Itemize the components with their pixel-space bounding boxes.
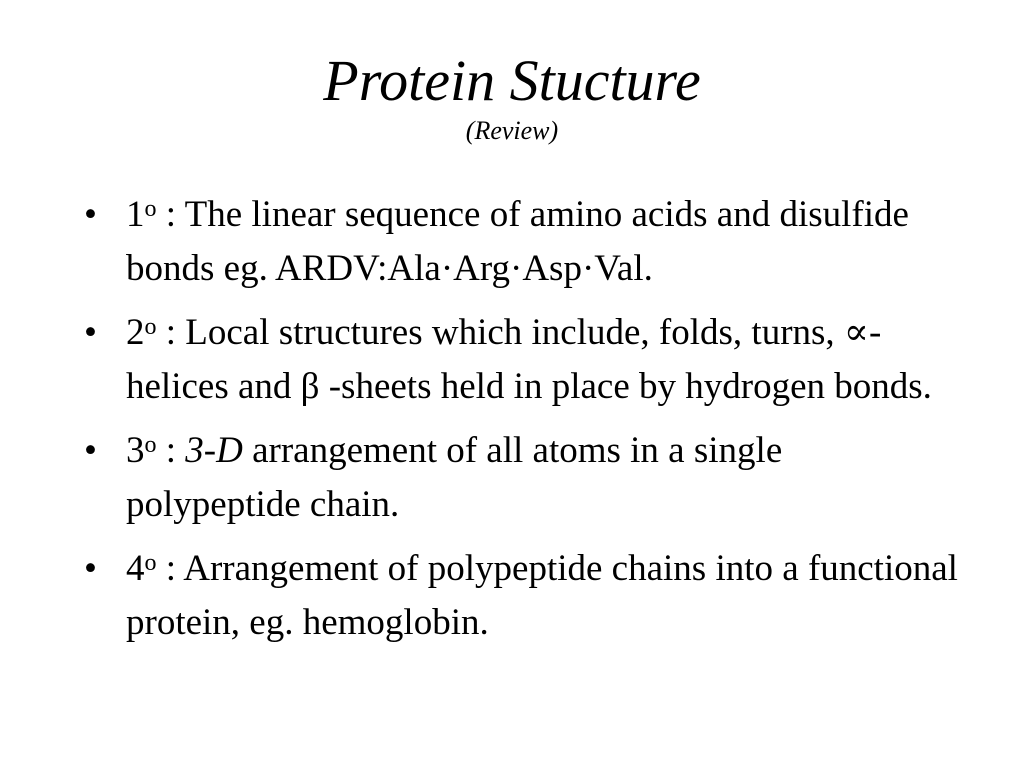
ordinal-superscript: o — [144, 432, 157, 458]
bullet-prefix: : — [156, 430, 186, 471]
bullet-item-primary — [84, 188, 964, 296]
bullet-number: 1 — [126, 194, 145, 235]
bullet-item-tertiary — [84, 424, 964, 532]
ordinal-superscript: o — [144, 314, 157, 340]
slide-title: Protein Stucture — [323, 48, 701, 113]
bullet-text: : Arrangement of polypeptide chains into a functional protein, eg. hemoglobin. — [126, 548, 958, 643]
bullet-number: 3 — [126, 430, 145, 471]
bullet-number: 4 — [126, 548, 145, 589]
slide-subtitle: (Review) — [465, 116, 559, 145]
bullet-list — [84, 188, 964, 660]
ordinal-superscript: o — [144, 196, 157, 222]
ordinal-superscript: o — [144, 550, 157, 576]
bullet-icon: • — [84, 548, 97, 589]
bullet-item-secondary — [84, 306, 964, 414]
bullet-icon: • — [84, 194, 97, 235]
bullet-number: 2 — [126, 312, 145, 353]
bullet-emphasis: 3-D — [185, 430, 243, 471]
bullet-text: arrangement of all atoms in a single polypeptide chain. — [126, 430, 783, 525]
bullet-icon: • — [84, 312, 97, 353]
bullet-icon: • — [84, 430, 97, 471]
title-block — [0, 46, 1024, 146]
bullet-item-quaternary — [84, 542, 964, 650]
bullet-text: : The linear sequence of amino acids and disulfide bonds eg. ARDV:Ala·Arg·Asp·Val. — [126, 194, 909, 289]
bullet-text: : Local structures which include, folds, turns, ∝-helices and β -sheets held in place by hydrogen bonds. — [126, 312, 932, 407]
